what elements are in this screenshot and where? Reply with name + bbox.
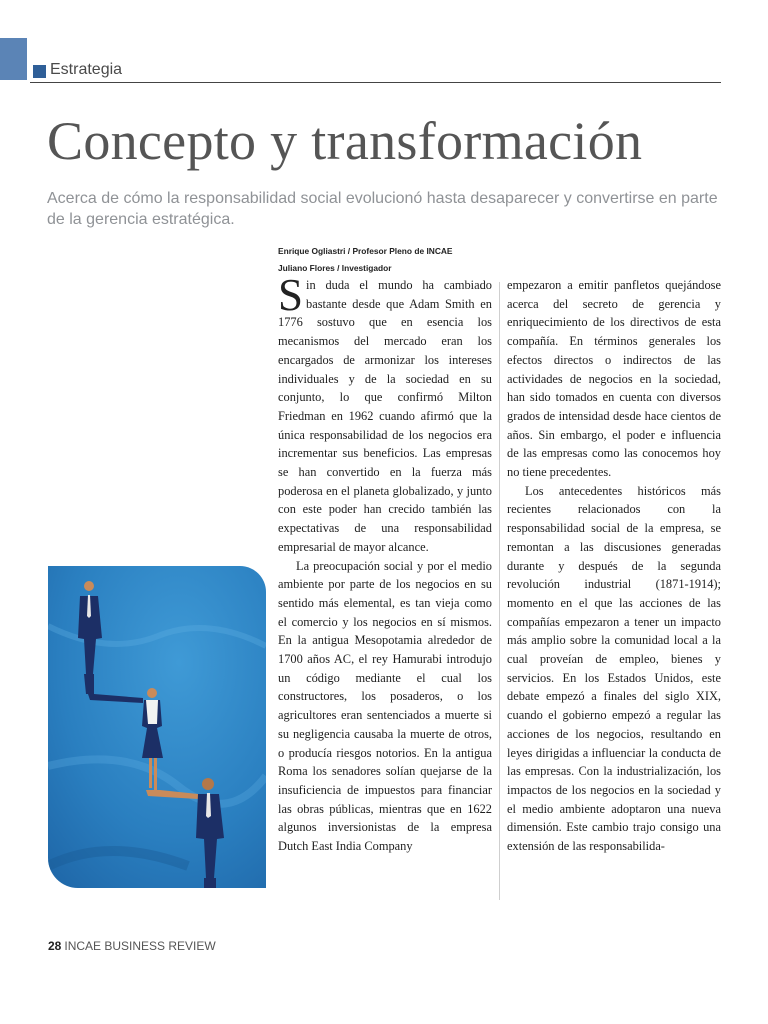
page-footer	[48, 939, 216, 953]
page-number: 28	[48, 939, 62, 953]
author-byline	[278, 243, 453, 277]
column-divider	[499, 282, 500, 900]
body-paragraph	[278, 270, 492, 557]
article-subtitle: Acerca de cómo la responsabilidad social evolucionó hasta desaparecer y convertirse en parte de la gerencia estratégica.	[47, 190, 718, 228]
drop-cap: S	[278, 270, 304, 320]
businesspeople-illustration	[48, 566, 266, 888]
corner-accent-block	[0, 38, 27, 80]
author-line: Enrique Ogliastri / Profesor Pleno de INCAE	[278, 246, 453, 256]
body-paragraph: Los antecedentes históricos más recientes relacionados con la responsabilidad social de la empresa, se remontan a las discusiones generadas durante y después de la segunda revolución industrial (1871-1914); momento en el que las acciones de las compañías empezaron a tener un impacto más amplio sobre la comunidad local a la cual proveían de empleo, bienes y servicios. En los Estados Unidos, este debate empezó a finales del siglo XIX, cuando el gobierno empezó a regular las acciones de los negocios, resultando en leyes dirigidas a influenciar la conducta de las empresas. Con la industrialización, los impactos de los negocios en la sociedad y el medio ambiente adoptaron una nueva dimensión. Este cambio trajo consigo una extensión de las responsabilida-	[507, 483, 721, 854]
article-title: Concepto y transformación	[47, 111, 643, 171]
body-paragraph: empezaron a emitir panfletos quejándose acerca del secreto de gerencia y enriquecimiento de los directivos de esta compañía. En términos generales los efectos directos o indirectos de las actividades de negocios en la sociedad, han sido tomados en cuenta con diversos grados de intensidad desde hace cientos de años. Sin embargo, el poder e influencia de las empresas como las conocemos hoy no tiene precedentes.	[507, 278, 721, 480]
header-divider	[30, 82, 721, 83]
paragraph-text: in duda el mundo ha cambiado bastante desde que Adam Smith en 1776 sostuvo que en esencia los mecanismos del mercado eran los encargados de armonizar los intereses individuales y de la sociedad en su conjunto, lo que confirmó Milton Friedman en 1962 cuando afirmó que la única responsabilidad de los negocios era incrementar sus beneficios. Las empresas se han convertido en la fuerza más poderosa en el planeta globalizado, y junto con este poder han crecido también las expectativas de una responsabilidad empresarial de mayor alcance.	[278, 278, 492, 554]
body-paragraph: La preocupación social y por el medio ambiente por parte de los negocios en su sentido más elemental, es tan vieja como el comercio y los negocios en sí mismos. En la antigua Mesopotamia alrededor de 1700 años AC, el rey Hamurabi introdujo un código mediante el cual los constructores, los posaderos, o los agricultores eran sentenciados a muerte si su negligencia causaba la muerte de otros, o producía riesgos notorios. En la antigua Roma los senadores solían quejarse de la insuficiencia de impuestos para financiar las obras públicas, mientras que en 1622 algunos inversionistas de la empresa Dutch East India Company	[278, 558, 492, 854]
section-label: Estrategia	[50, 61, 123, 78]
text-column-left	[278, 270, 492, 856]
section-marker-square	[33, 65, 46, 78]
author-line: Juliano Flores / Investigador	[278, 263, 392, 273]
text-column-right	[507, 276, 721, 856]
publication-name: INCAE BUSINESS REVIEW	[64, 939, 216, 953]
